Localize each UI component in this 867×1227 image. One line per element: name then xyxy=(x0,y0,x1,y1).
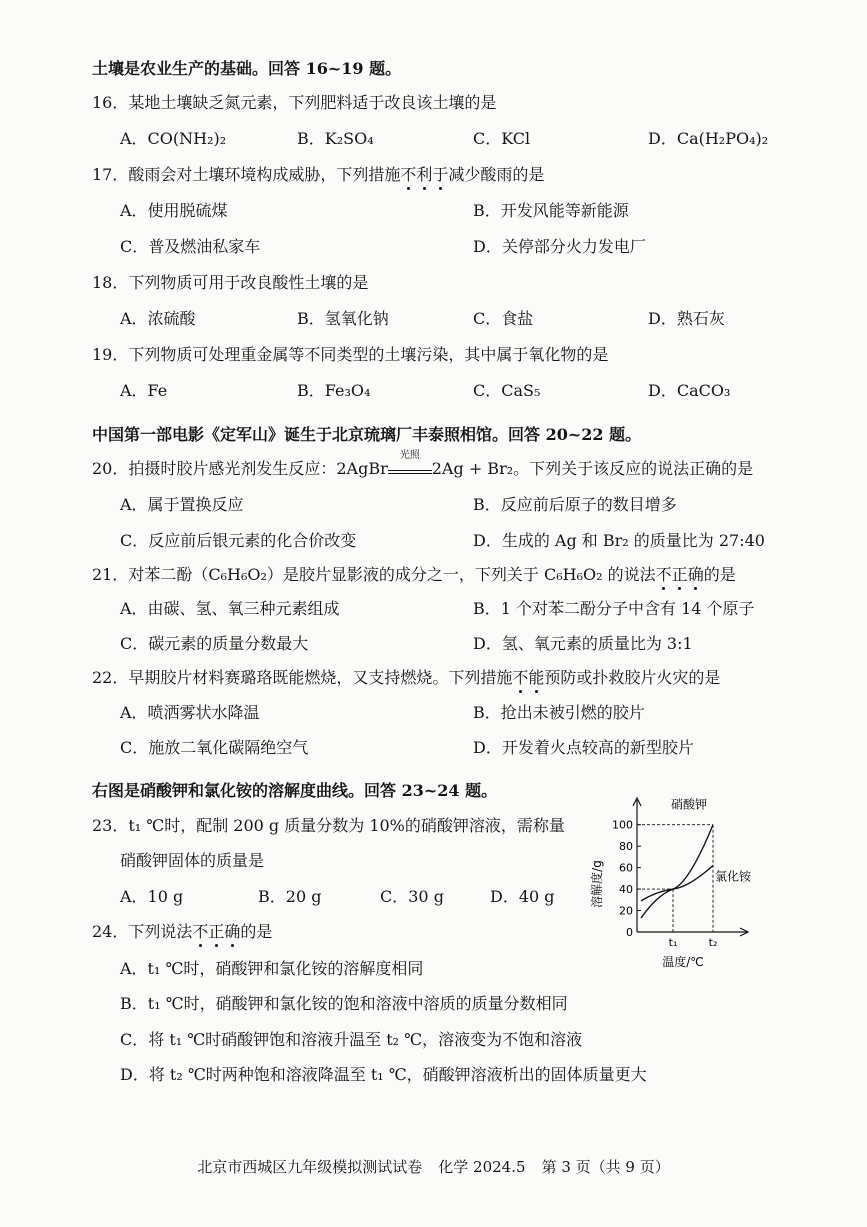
q21-option-c[interactable]: C．碳元素的质量分数最大 xyxy=(120,634,309,653)
q17-emphasis-char: 于 xyxy=(432,165,449,184)
q22-emphasis-char: 不 xyxy=(512,668,529,687)
q23-option-b[interactable]: B．20 g xyxy=(258,887,322,906)
q20-stem-part2: 2Ag + Br₂。下列关于该反应的说法正确的是 xyxy=(431,459,754,478)
q16-option-d[interactable]: D．Ca(H₂PO₄)₂ xyxy=(648,129,769,148)
question-19-stem: 19．下列物质可处理重金属等不同类型的土壤污染，其中属于氧化物的是 xyxy=(92,345,609,364)
footer-page-number: 第 3 页（共 9 页） xyxy=(541,1158,670,1176)
q24-option-d[interactable]: D．将 t₂ ℃时两种饱和溶液降温至 t₁ ℃，硝酸钾溶液析出的固体质量更大 xyxy=(120,1065,647,1084)
q20-stem-part1: 20．拍摄时胶片感光剂发生反应：2AgBr xyxy=(92,459,388,478)
q18-option-d[interactable]: D．熟石灰 xyxy=(648,309,725,328)
q21-stem-part1: 21．对苯二酚（C₆H₆O₂）是胶片显影液的成分之一，下列关于 C₆H₆O₂ 的说法 xyxy=(92,565,656,584)
question-20-stem xyxy=(92,450,754,480)
q16-option-b[interactable]: B．K₂SO₄ xyxy=(297,129,374,148)
q20-option-d[interactable]: D．生成的 Ag 和 Br₂ 的质量比为 27:40 xyxy=(473,531,765,550)
y-axis-label: 溶解度/g xyxy=(590,860,604,908)
series-curve-nh4cl xyxy=(641,865,713,900)
chart-curves xyxy=(641,825,713,918)
q18-option-c[interactable]: C．食盐 xyxy=(473,309,534,328)
q18-option-a[interactable]: A．浓硫酸 xyxy=(120,309,196,328)
q17-option-c[interactable]: C．普及燃油私家车 xyxy=(120,237,261,256)
series-label: 硝酸钾 xyxy=(671,797,708,812)
q22-stem-part2: 预防或扑救胶片火灾的是 xyxy=(544,668,721,687)
q21-option-a[interactable]: A．由碳、氢、氧三种元素组成 xyxy=(120,599,340,618)
q21-emphasis-char: 不 xyxy=(655,565,672,584)
section-intro-soil: 土壤是农业生产的基础。回答 16~19 题。 xyxy=(92,59,402,78)
question-23-stem-line2: 硝酸钾固体的质量是 xyxy=(120,851,265,870)
footer-subject: 化学 2024.5 xyxy=(438,1158,526,1176)
chart-reference-lines xyxy=(637,825,713,932)
chart-ticks xyxy=(612,819,717,949)
q24-stem-part1: 24．下列说法 xyxy=(92,922,193,941)
chart-ylabel xyxy=(589,860,604,908)
q24-option-a[interactable]: A．t₁ ℃时，硝酸钾和氯化铵的溶解度相同 xyxy=(120,959,424,978)
q21-option-d[interactable]: D．氢、氧元素的质量比为 3:1 xyxy=(473,634,693,653)
q22-emphasis-char: 能 xyxy=(528,668,545,687)
reaction-condition: 光照 xyxy=(399,450,420,461)
q23-option-a[interactable]: A．10 g xyxy=(120,887,184,906)
q22-option-d[interactable]: D．开发着火点较高的新型胶片 xyxy=(473,738,694,757)
q23-option-c[interactable]: C．30 g xyxy=(380,887,444,906)
q19-option-c[interactable]: C．CaS₅ xyxy=(473,381,541,400)
q17-option-a[interactable]: A．使用脱硫煤 xyxy=(120,201,228,220)
y-tick-label: 60 xyxy=(619,861,633,875)
q19-option-d[interactable]: D．CaCO₃ xyxy=(648,381,731,400)
y-tick-label: 20 xyxy=(619,904,633,918)
q20-option-c[interactable]: C．反应前后银元素的化合价改变 xyxy=(120,531,357,550)
footer-exam-title: 北京市西城区九年级模拟测试试卷 xyxy=(197,1158,423,1176)
x-axis-label: 温度/℃ xyxy=(662,955,704,969)
chart-axes xyxy=(633,798,748,936)
section-intro-solubility: 右图是硝酸钾和氯化铵的溶解度曲线。回答 23~24 题。 xyxy=(92,781,498,800)
q20-option-a[interactable]: A．属于置换反应 xyxy=(120,495,244,514)
question-16-stem: 16．某地土壤缺乏氮元素，下列肥料适于改良该土壤的是 xyxy=(92,93,497,112)
q16-option-c[interactable]: C．KCl xyxy=(473,129,531,148)
question-17-stem xyxy=(92,164,544,186)
q24-stem-part2: 的是 xyxy=(240,922,273,941)
q22-option-b[interactable]: B．抢出未被引燃的胶片 xyxy=(473,703,645,722)
q21-emphasis-char: 正 xyxy=(671,565,688,584)
q19-option-b[interactable]: B．Fe₃O₄ xyxy=(297,381,371,400)
q17-stem-part2: 减少酸雨的是 xyxy=(448,165,545,184)
y-tick-label: 80 xyxy=(619,840,633,854)
q17-emphasis-char: 利 xyxy=(416,165,433,184)
y-tick-label: 0 xyxy=(626,926,633,939)
q22-option-a[interactable]: A．喷洒雾状水降温 xyxy=(120,703,260,722)
q16-option-a[interactable]: A．CO(NH₂)₂ xyxy=(120,129,227,148)
x-tick-label: t₂ xyxy=(708,936,718,949)
q23-option-d[interactable]: D．40 g xyxy=(490,887,555,906)
q18-option-b[interactable]: B．氢氧化钠 xyxy=(297,309,389,328)
question-24-stem xyxy=(92,921,272,943)
q17-option-d[interactable]: D．关停部分火力发电厂 xyxy=(473,237,646,256)
q22-option-c[interactable]: C．施放二氧化碳隔绝空气 xyxy=(120,738,309,757)
q19-option-a[interactable]: A．Fe xyxy=(120,381,168,400)
q21-stem-part2: 的是 xyxy=(703,565,736,584)
y-tick-label: 100 xyxy=(612,818,633,832)
double-line-icon xyxy=(388,470,432,474)
question-18-stem: 18．下列物质可用于改良酸性土壤的是 xyxy=(92,273,369,292)
q21-emphasis-char: 确 xyxy=(687,565,704,584)
series-curve-kno3 xyxy=(641,825,713,918)
y-tick-label: 40 xyxy=(619,883,633,897)
q24-emphasis-char: 不 xyxy=(192,922,209,941)
q24-option-c[interactable]: C．将 t₁ ℃时硝酸钾饱和溶液升温至 t₂ ℃，溶液变为不饱和溶液 xyxy=(120,1030,583,1049)
question-23-stem-line1: 23．t₁ ℃时，配制 200 g 质量分数为 10%的硝酸钾溶液，需称量 xyxy=(92,816,565,835)
q24-option-b[interactable]: B．t₁ ℃时，硝酸钾和氯化铵的饱和溶液中溶质的质量分数相同 xyxy=(120,994,568,1013)
section-intro-film: 中国第一部电影《定军山》诞生于北京琉璃厂丰泰照相馆。回答 20~22 题。 xyxy=(92,425,642,444)
q24-emphasis-char: 正 xyxy=(208,922,225,941)
reaction-arrow xyxy=(388,450,432,474)
q21-option-b[interactable]: B．1 个对苯二酚分子中含有 14 个原子 xyxy=(473,599,755,618)
series-label: 氯化铵 xyxy=(715,869,752,884)
question-22-stem xyxy=(92,667,720,689)
x-tick-label: t₁ xyxy=(668,936,678,949)
question-21-stem xyxy=(92,564,736,586)
q24-emphasis-char: 确 xyxy=(224,922,241,941)
q17-emphasis-char: 不 xyxy=(400,165,417,184)
chart-series-labels xyxy=(671,797,752,884)
q20-option-b[interactable]: B．反应前后原子的数目增多 xyxy=(473,495,677,514)
solubility-chart xyxy=(585,792,765,972)
q17-stem-part1: 17．酸雨会对土壤环境构成威胁，下列措施 xyxy=(92,165,401,184)
q22-stem-part1: 22．早期胶片材料赛璐珞既能燃烧，又支持燃烧。下列措施 xyxy=(92,668,513,687)
page-footer xyxy=(0,1156,867,1177)
q17-option-b[interactable]: B．开发风能等新能源 xyxy=(473,201,629,220)
